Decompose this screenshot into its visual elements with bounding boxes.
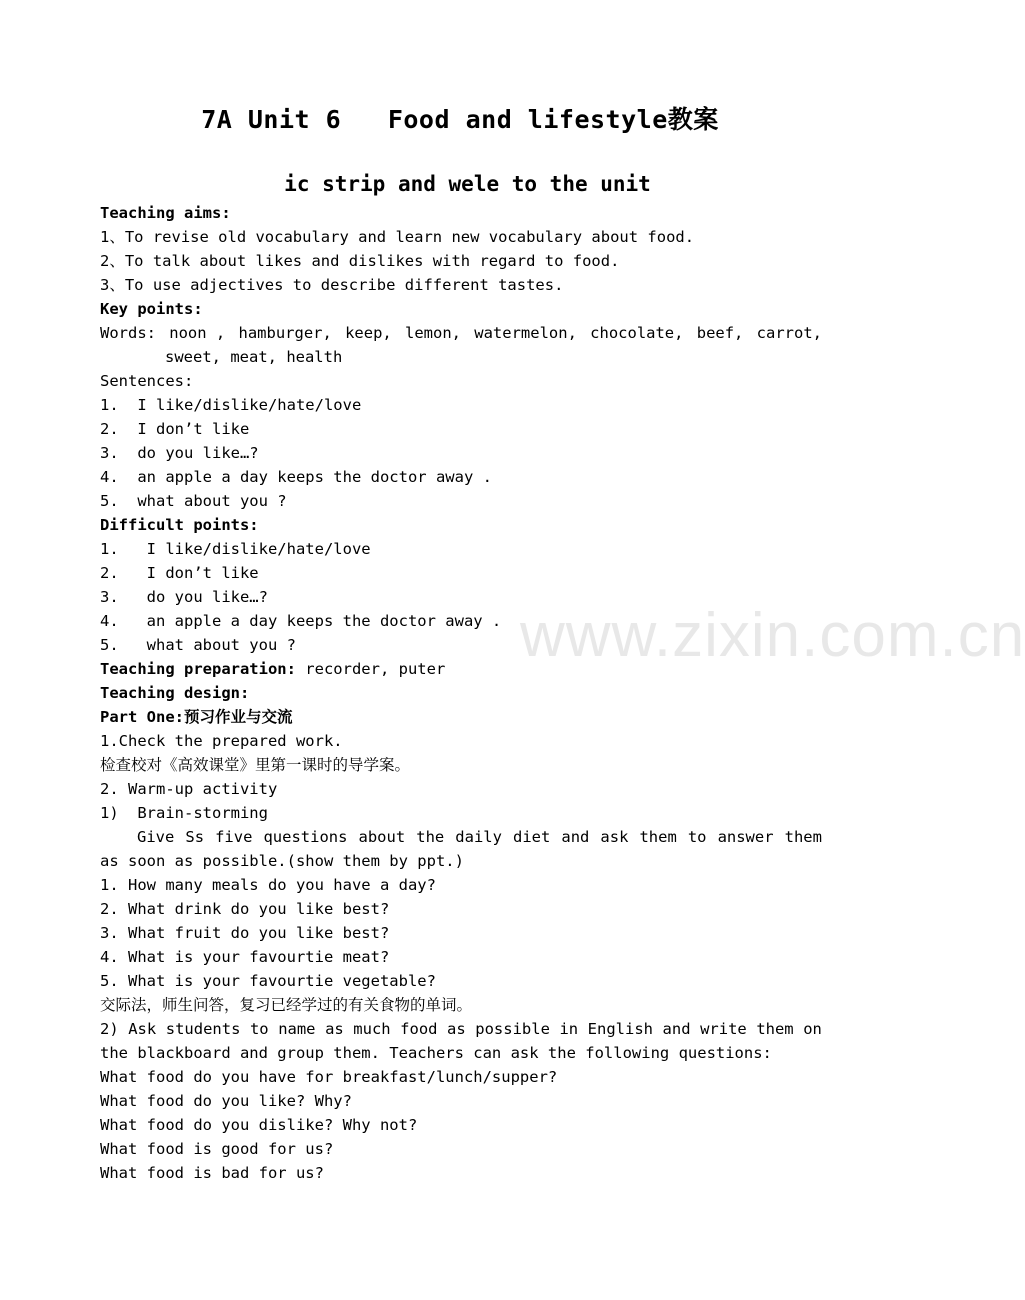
key-sentence: 3. do you like…?: [100, 444, 259, 462]
word: to: [687, 828, 707, 846]
word: students: [165, 1020, 241, 1038]
difficult-point-item: 5. what about you ?: [100, 636, 296, 654]
word: lemon,: [405, 324, 461, 342]
difficult-point-item: 3. do you like…?: [100, 588, 268, 606]
word: as: [447, 1020, 466, 1038]
sentences-label: Sentences:: [100, 372, 194, 390]
word: possible: [475, 1020, 550, 1038]
teaching-aims-heading: Teaching aims:: [100, 204, 231, 222]
brainstorm-step: 1) Brain-storming: [100, 804, 268, 822]
word: as: [325, 1020, 344, 1038]
brainstorm-description: [100, 825, 822, 849]
follow-up-question: What food do you dislike? Why not?: [100, 1116, 418, 1134]
diet-question: 1. How many meals do you have a day?: [100, 876, 436, 894]
words-label: Words:: [100, 324, 156, 342]
key-sentence: 4. an apple a day keeps the doctor away .: [100, 468, 492, 486]
word: beef,: [696, 324, 744, 342]
key-sentence: 2. I don’t like: [100, 420, 250, 438]
check-work-note: 检查校对《高效课堂》里第一课时的导学案。: [100, 756, 411, 774]
method-note: 交际法，师生问答，复习已经学过的有关食物的单词。: [100, 996, 473, 1014]
difficult-point-item: 4. an apple a day keeps the doctor away .: [100, 612, 502, 630]
word: English: [587, 1020, 653, 1038]
document-title: 7A Unit 6 Food and lifestyle教案: [201, 105, 719, 134]
ask-students-continued: the blackboard and group them. Teachers can ask the following questions:: [100, 1044, 772, 1062]
key-words-continued: sweet, meat, health: [165, 348, 343, 366]
key-sentence: 5. what about you ?: [100, 492, 287, 510]
word: answer: [717, 828, 774, 846]
difficult-point-item: 1. I like/dislike/hate/love: [100, 540, 371, 558]
word: about: [358, 828, 406, 846]
part-one-label: Part One:: [100, 708, 184, 726]
word: carrot,: [756, 324, 822, 342]
word: Give: [137, 828, 175, 846]
teaching-preparation-label: Teaching preparation:: [100, 660, 296, 678]
teaching-preparation-value: recorder, puter: [295, 660, 446, 678]
teaching-aim-item: 1、To revise old vocabulary and learn new vocabulary about food.: [100, 228, 695, 246]
diet-question: 4. What is your favourtie meat?: [100, 948, 390, 966]
diet-question: 5. What is your favourtie vegetable?: [100, 972, 436, 990]
word: Ss: [185, 828, 205, 846]
word: name: [278, 1020, 316, 1038]
check-work-step: 1.Check the prepared work.: [100, 732, 343, 750]
word: daily: [455, 828, 502, 846]
word: them: [784, 828, 822, 846]
word: to: [249, 1020, 269, 1038]
part-one-heading: [100, 705, 822, 729]
document-subtitle: ic strip and wele to the unit: [284, 172, 651, 196]
follow-up-question: What food do you have for breakfast/lunch/supper?: [100, 1068, 558, 1086]
word: 2): [100, 1020, 119, 1038]
key-sentence: 1. I like/dislike/hate/love: [100, 396, 362, 414]
part-one-title: 预习作业与交流: [184, 708, 293, 726]
word: much: [353, 1020, 391, 1038]
document-body: [100, 201, 822, 1185]
word: Ask: [128, 1020, 157, 1038]
word: keep,: [345, 324, 392, 342]
teaching-aim-item: 2、To talk about likes and dislikes with regard to food.: [100, 252, 620, 270]
word: five: [215, 828, 253, 846]
word: write: [700, 1020, 747, 1038]
word: questions: [263, 828, 348, 846]
word: and: [561, 828, 590, 846]
word: them: [639, 828, 677, 846]
word: diet: [513, 828, 551, 846]
ask-students-step: [100, 1017, 822, 1041]
word: noon ,: [169, 324, 226, 342]
watermark: www.zixin.com.cn: [520, 601, 1025, 670]
follow-up-question: What food is good for us?: [100, 1140, 334, 1158]
word: hamburger,: [238, 324, 332, 342]
warmup-step: 2. Warm-up activity: [100, 780, 278, 798]
follow-up-question: What food do you like? Why?: [100, 1092, 352, 1110]
difficult-point-item: 2. I don’t like: [100, 564, 259, 582]
word: them: [756, 1020, 794, 1038]
word: and: [662, 1020, 691, 1038]
diet-question: 3. What fruit do you like best?: [100, 924, 390, 942]
word: ask: [600, 828, 629, 846]
word: in: [559, 1020, 579, 1038]
word: watermelon,: [474, 324, 577, 342]
word: chocolate,: [590, 324, 684, 342]
brainstorm-description-continued: as soon as possible.(show them by ppt.): [100, 852, 464, 870]
word: the: [416, 828, 445, 846]
difficult-points-heading: Difficult points:: [100, 516, 259, 534]
diet-question: 2. What drink do you like best?: [100, 900, 390, 918]
key-points-heading: Key points:: [100, 300, 203, 318]
teaching-design-heading: Teaching design:: [100, 684, 250, 702]
teaching-aim-item: 3、To use adjectives to describe different tastes.: [100, 276, 564, 294]
key-words-line: [100, 321, 822, 345]
word: food: [400, 1020, 438, 1038]
follow-up-question: What food is bad for us?: [100, 1164, 324, 1182]
word: on: [803, 1020, 822, 1038]
